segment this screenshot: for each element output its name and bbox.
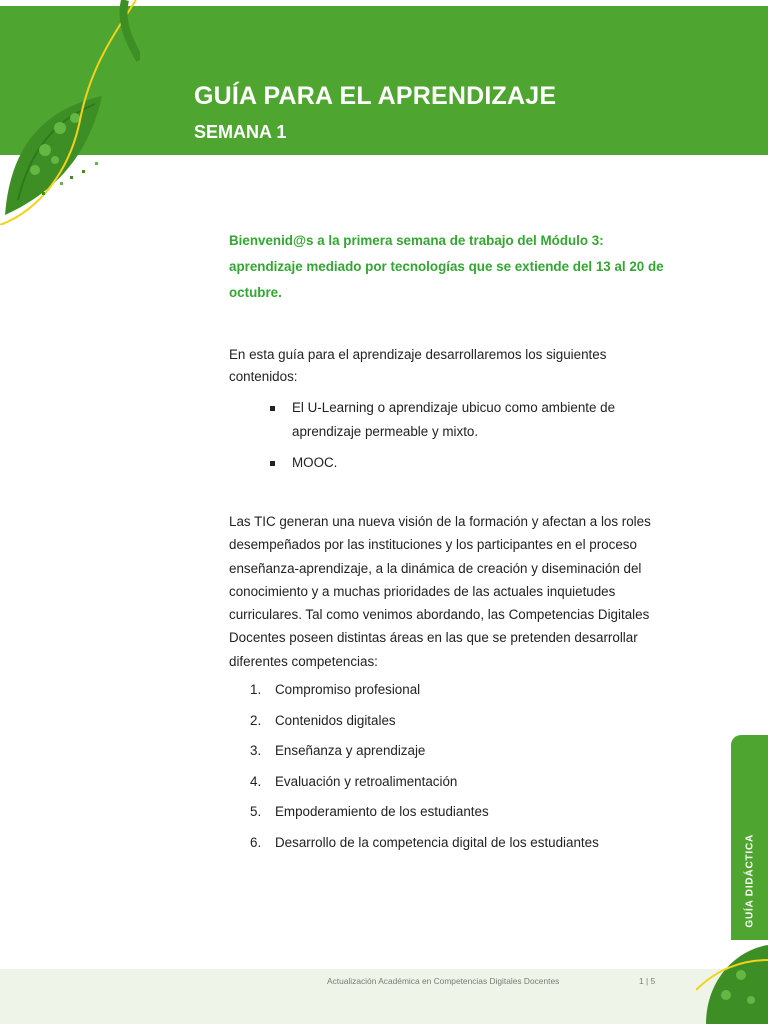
list-number: 4. xyxy=(250,773,262,789)
list-item: MOOC. xyxy=(270,451,670,475)
list-item xyxy=(250,740,670,771)
list-label: Desarrollo de la competencia digital de los estudiantes xyxy=(275,834,599,850)
list-label: Contenidos digitales xyxy=(275,712,396,728)
page-title: GUÍA PARA EL APRENDIZAJE xyxy=(194,82,557,110)
list-label: Enseñanza y aprendizaje xyxy=(275,743,426,758)
side-tab xyxy=(731,735,768,940)
footer-text: Actualización Académica en Competencias Digitales Docentes xyxy=(327,976,560,986)
competency-areas-list xyxy=(250,679,670,862)
list-label: Empoderamiento de los estudiantes xyxy=(275,804,489,819)
side-tab-label-text: GUÍA DIDÁCTICA xyxy=(744,834,755,928)
list-number: 5. xyxy=(250,804,262,819)
list-item xyxy=(250,679,670,710)
intro-text: En esta guía para el aprendizaje desarrollaremos los siguientes contenidos: xyxy=(229,347,607,384)
side-tab-label xyxy=(744,834,755,928)
leaf-decoration xyxy=(0,0,140,225)
page-number: 1 | 5 xyxy=(639,976,656,986)
list-item xyxy=(250,801,670,832)
list-item: El U-Learning o aprendizaje ubicuo como ambiente de aprendizaje permeable y mixto. xyxy=(270,396,670,444)
page-subtitle: SEMANA 1 xyxy=(194,122,287,142)
list-number: 2. xyxy=(250,712,262,728)
welcome-message: Bienvenid@s a la primera semana de trabajo del Módulo 3: aprendizaje mediado por tecnologías que se extiende del 13 al 20 de octubre. xyxy=(229,233,664,300)
list-item xyxy=(250,771,670,802)
list-number: 1. xyxy=(250,682,262,697)
content-list xyxy=(270,396,670,482)
list-item xyxy=(250,710,670,741)
list-number: 6. xyxy=(250,834,262,850)
body-paragraph: Las TIC generan una nueva visión de la formación y afectan a los roles desempeñados por las instituciones y los participantes en el proceso enseñanza-aprendizaje, a la dinámica de creación y diseminación del conocimiento y a muchas prioridades de las actuales inquietudes curriculares. Tal como venimos abordando, las Competencias Digitales Docentes poseen distintas áreas en las que se pretenden desarrollar diferentes competencias: xyxy=(229,514,651,669)
list-label: Compromiso profesional xyxy=(275,682,421,697)
list-number: 3. xyxy=(250,743,262,758)
list-label: Evaluación y retroalimentación xyxy=(275,773,458,789)
list-item xyxy=(250,832,670,863)
leaf-decoration-bottom xyxy=(696,930,768,1024)
